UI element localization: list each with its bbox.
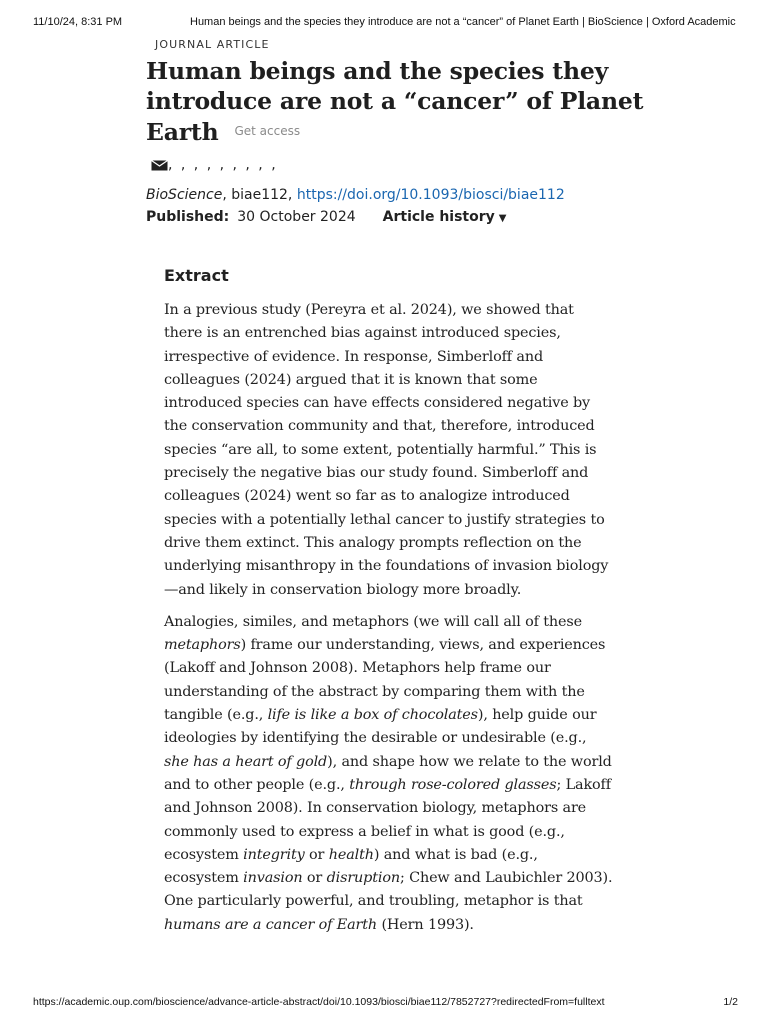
italic-run: she has a heart of gold (164, 753, 328, 770)
article-title-text: Human beings and the species they introduce are not a “cancer” of Planet Earth (146, 57, 644, 146)
get-access-link[interactable]: Get access (234, 124, 301, 138)
extract-paragraph-1: In a previous study (Pereyra et al. 2024), we showed that there is an entrenched bias against introduced species, irrespective of evidence. In response, Simberloff and colleagues (2024) argued that it is known that some introduced species can have effects considered negative by the conservation community and that, therefore, introduced species “are all, to some extent, potentially harmful.” This is precisely the negative bias our study found. Simberloff and colleagues (2024) went so far as to analogize introduced species with a potentially lethal cancer to justify strategies to drive them extinct. This analogy prompts reflection on the underlying misanthropy in the foundations of invasion biology—and likely in conservation biology more broadly. (164, 302, 609, 598)
italic-run: invasion (243, 870, 303, 887)
journal-name: BioScience (146, 187, 223, 203)
text-run: or (304, 846, 329, 863)
text-run: ; Chew and Laubichler 2003). One particularly powerful, and troubling, metaphor is that (164, 870, 613, 910)
published-label: Published: (146, 209, 230, 225)
italic-run: life is like a box of chocolates (267, 707, 478, 724)
authors-list (146, 155, 646, 175)
publication-row (146, 209, 646, 225)
italic-run: through rose-colored glasses (349, 776, 557, 793)
published-date: 30 October 2024 (237, 209, 356, 225)
doi-link[interactable]: https://doi.org/10.1093/biosci/biae112 (296, 187, 565, 203)
print-header (33, 16, 738, 32)
article-header (146, 36, 646, 225)
extract-heading: Extract (164, 266, 229, 285)
italic-run: disruption (326, 870, 400, 887)
print-timestamp: 11/10/24, 8:31 PM (33, 16, 123, 28)
print-url: https://academic.oup.com/bioscience/advance-article-abstract/doi/10.1093/biosci/biae112/7852727?redirectedFrom=fulltext (33, 996, 605, 1008)
article-id: , biae112, (222, 187, 297, 203)
author-names[interactable]: , , , , , , , , , (168, 157, 278, 173)
article-history-toggle[interactable] (383, 209, 507, 225)
text-run: ) and what is bad (e.g., ecosystem (164, 846, 538, 887)
extract-section (164, 264, 614, 946)
article-history-label: Article history (382, 209, 495, 225)
text-run: or (302, 870, 327, 887)
text-run: ) frame our understanding, views, and experiences (Lakoff and Johnson 2008). Metaphors help frame our understanding of the abstract by comparing them with the tangible (e.g., (164, 637, 606, 724)
italic-run: metaphors (164, 637, 241, 654)
text-run: ; Lakoff and Johnson 2008). In conservation biology, metaphors are commonly used to express a belief in what is good (e.g., ecosystem (164, 776, 611, 863)
text-run: ), and shape how we relate to the world and to other people (e.g., (164, 753, 612, 793)
text-run: Analogies, similes, and metaphors (we will call all of these (164, 613, 582, 630)
citation (146, 187, 646, 203)
caret-down-icon: ▼ (498, 213, 507, 224)
text-run: ), help guide our ideologies by identifying the desirable or undesirable (e.g., (164, 707, 597, 747)
italic-run: humans are a cancer of Earth (164, 916, 378, 933)
print-page-title: Human beings and the species they introduce are not a “cancer” of Planet Earth | BioScience | Oxford Academic (190, 16, 736, 28)
article-title (146, 56, 646, 147)
italic-run: integrity (243, 846, 305, 863)
print-footer (33, 996, 738, 1012)
email-icon[interactable] (151, 160, 168, 171)
extract-paragraph-2 (164, 611, 614, 937)
text-run: (Hern 1993). (377, 916, 474, 933)
print-page-number: 1/2 (723, 996, 738, 1008)
italic-run: health (328, 846, 374, 863)
article-type: JOURNAL ARTICLE (155, 38, 270, 51)
